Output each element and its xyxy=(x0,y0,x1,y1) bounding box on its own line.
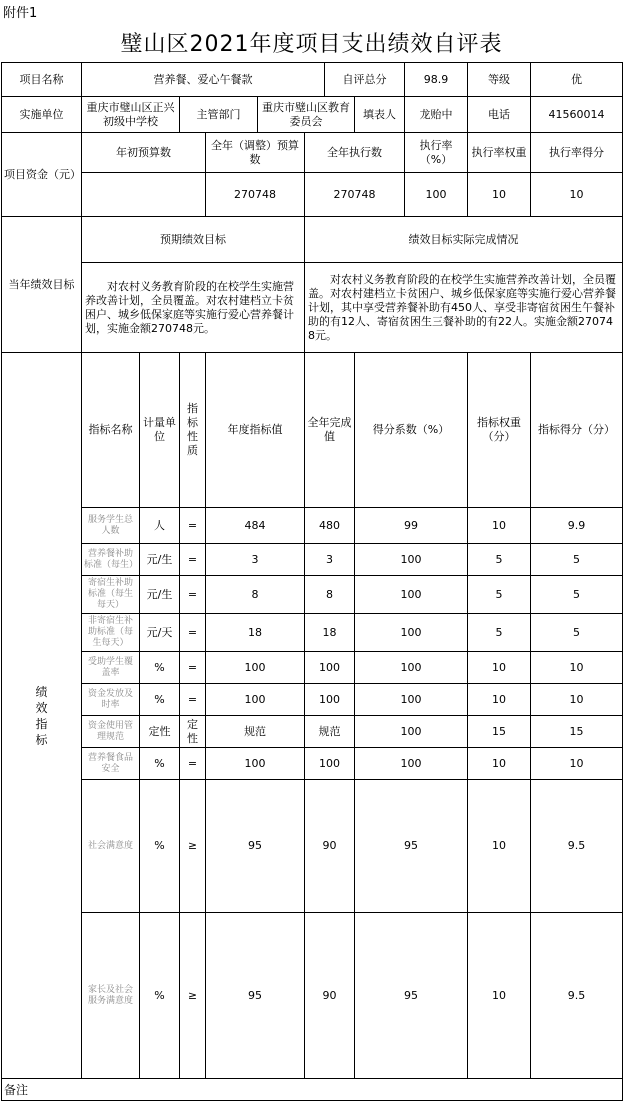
indicator-weight: 5 xyxy=(468,544,531,576)
indicator-name: 受助学生覆盖率 xyxy=(82,652,140,684)
indicator-coef: 95 xyxy=(355,780,468,913)
total-score-label: 自评总分 xyxy=(325,63,405,97)
indicator-target: 95 xyxy=(206,913,305,1079)
indicator-header: 全年完成值 xyxy=(305,353,355,508)
indicator-coef: 100 xyxy=(355,748,468,780)
indicator-name: 家长及社会服务满意度 xyxy=(82,913,140,1079)
phone-label: 电话 xyxy=(468,97,531,133)
total-score-value: 98.9 xyxy=(405,63,468,97)
indicator-unit: % xyxy=(140,652,180,684)
indicator-nature: = xyxy=(180,748,206,780)
indicator-header: 计量单位 xyxy=(140,353,180,508)
indicator-coef: 100 xyxy=(355,652,468,684)
indicator-row xyxy=(2,652,623,684)
indicator-actual: 90 xyxy=(305,913,355,1079)
indicator-name: 资金使用管理规范 xyxy=(82,716,140,748)
indicator-weight: 5 xyxy=(468,576,531,614)
indicator-actual: 3 xyxy=(305,544,355,576)
indicator-coef: 100 xyxy=(355,614,468,652)
indicator-coef: 100 xyxy=(355,544,468,576)
indicator-row xyxy=(2,913,623,1079)
indicator-weight: 10 xyxy=(468,684,531,716)
indicator-name: 资金发放及时率 xyxy=(82,684,140,716)
indicator-target: 100 xyxy=(206,652,305,684)
indicator-name: 服务学生总人数 xyxy=(82,508,140,544)
funds-header: 年初预算数 xyxy=(82,133,206,173)
indicator-actual: 480 xyxy=(305,508,355,544)
indicator-coef: 99 xyxy=(355,508,468,544)
remarks-row xyxy=(2,1079,623,1101)
table-row xyxy=(2,63,623,97)
actual-goal-label: 绩效目标实际完成情况 xyxy=(305,217,623,263)
indicator-score: 5 xyxy=(531,614,623,652)
remarks-label: 备注 xyxy=(2,1079,623,1101)
indicator-weight: 10 xyxy=(468,780,531,913)
indicator-weight: 15 xyxy=(468,716,531,748)
indicator-coef: 100 xyxy=(355,684,468,716)
indicator-row xyxy=(2,614,623,652)
indicator-unit: 定性 xyxy=(140,716,180,748)
indicator-unit: % xyxy=(140,748,180,780)
indicator-name: 营养餐补助标准（每生） xyxy=(82,544,140,576)
indicator-nature: ≥ xyxy=(180,913,206,1079)
indicator-nature: = xyxy=(180,652,206,684)
indicator-actual: 100 xyxy=(305,748,355,780)
indicator-nature: = xyxy=(180,684,206,716)
indicator-coef: 95 xyxy=(355,913,468,1079)
filler-value: 龙贻中 xyxy=(405,97,468,133)
table-row xyxy=(2,263,623,353)
indicator-weight: 10 xyxy=(468,913,531,1079)
indicator-target: 8 xyxy=(206,576,305,614)
indicator-unit: 元/生 xyxy=(140,576,180,614)
indicator-name: 社会满意度 xyxy=(82,780,140,913)
funds-value: 100 xyxy=(405,173,468,217)
indicator-coef: 100 xyxy=(355,576,468,614)
indicator-score: 10 xyxy=(531,684,623,716)
evaluation-table xyxy=(1,62,623,1101)
indicator-row xyxy=(2,780,623,913)
funds-header: 全年执行数 xyxy=(305,133,405,173)
dept-label: 主管部门 xyxy=(180,97,258,133)
indicator-actual: 规范 xyxy=(305,716,355,748)
indicator-target: 3 xyxy=(206,544,305,576)
indicator-actual: 8 xyxy=(305,576,355,614)
indicator-nature: = xyxy=(180,576,206,614)
funds-value: 270748 xyxy=(206,173,305,217)
indicator-row xyxy=(2,508,623,544)
indicator-unit: 人 xyxy=(140,508,180,544)
funds-header: 执行率（%） xyxy=(405,133,468,173)
indicators-label-text: 绩 效 指 标 xyxy=(35,684,48,747)
indicator-header: 指标得分（分） xyxy=(531,353,623,508)
indicator-unit: % xyxy=(140,913,180,1079)
indicator-score: 5 xyxy=(531,544,623,576)
indicator-score: 9.5 xyxy=(531,913,623,1079)
funds-header: 全年（调整）预算数 xyxy=(206,133,305,173)
indicator-weight: 10 xyxy=(468,508,531,544)
actual-goal-text: 对农村义务教育阶段的在校学生实施营养改善计划，全员覆盖。对农村建档立卡贫困户、城乡低保家庭等实施行爱心营养餐计划，其中享受营养餐补助有450人、享受非寄宿贫困生午餐补助的有12人、寄宿贫困生三餐补助的有22人。实施金额270748元。 xyxy=(305,263,623,353)
project-name-value: 营养餐、爱心午餐款 xyxy=(82,63,325,97)
indicator-unit: 元/天 xyxy=(140,614,180,652)
table-row xyxy=(2,353,623,508)
indicator-header: 年度指标值 xyxy=(206,353,305,508)
indicator-header: 指标权重（分） xyxy=(468,353,531,508)
unit-label: 实施单位 xyxy=(2,97,82,133)
indicator-name: 营养餐食品安全 xyxy=(82,748,140,780)
indicator-name: 非寄宿生补助标准（每生每天） xyxy=(82,614,140,652)
funds-label: 项目资金（元） xyxy=(2,133,82,217)
table-row xyxy=(2,97,623,133)
indicator-target: 95 xyxy=(206,780,305,913)
indicators-label xyxy=(2,353,82,1079)
indicator-header: 指标名称 xyxy=(82,353,140,508)
funds-header: 执行率得分 xyxy=(531,133,623,173)
indicator-weight: 10 xyxy=(468,652,531,684)
indicator-nature: ≥ xyxy=(180,780,206,913)
unit-value: 重庆市璧山区正兴初级中学校 xyxy=(82,97,180,133)
funds-header: 执行率权重 xyxy=(468,133,531,173)
indicator-header: 指标性质 xyxy=(180,353,206,508)
indicator-row xyxy=(2,576,623,614)
indicator-target: 规范 xyxy=(206,716,305,748)
indicator-score: 9.9 xyxy=(531,508,623,544)
expected-goal-text: 对农村义务教育阶段的在校学生实施营养改善计划，全员覆盖。对农村建档立卡贫困户、城乡低保家庭等实施行爱心营养餐计划，实施金额270748元。 xyxy=(82,263,305,353)
indicator-row xyxy=(2,748,623,780)
goals-label: 当年绩效目标 xyxy=(2,217,82,353)
indicator-actual: 100 xyxy=(305,652,355,684)
indicator-nature: = xyxy=(180,508,206,544)
indicator-unit: 元/生 xyxy=(140,544,180,576)
indicator-name: 寄宿生补助标准（每生每天） xyxy=(82,576,140,614)
indicator-header: 得分系数（%） xyxy=(355,353,468,508)
grade-value: 优 xyxy=(531,63,623,97)
indicator-row xyxy=(2,544,623,576)
indicator-score: 10 xyxy=(531,652,623,684)
indicator-weight: 5 xyxy=(468,614,531,652)
table-row xyxy=(2,133,623,173)
project-name-label: 项目名称 xyxy=(2,63,82,97)
indicator-row xyxy=(2,684,623,716)
indicator-target: 18 xyxy=(206,614,305,652)
funds-value: 10 xyxy=(531,173,623,217)
attachment-label: 附件1 xyxy=(3,6,38,21)
indicator-coef: 100 xyxy=(355,716,468,748)
indicator-unit: % xyxy=(140,684,180,716)
indicator-unit: % xyxy=(140,780,180,913)
filler-label: 填表人 xyxy=(355,97,405,133)
indicator-nature: = xyxy=(180,544,206,576)
indicator-nature: = xyxy=(180,614,206,652)
funds-value: 10 xyxy=(468,173,531,217)
indicator-score: 15 xyxy=(531,716,623,748)
indicator-actual: 18 xyxy=(305,614,355,652)
indicator-target: 100 xyxy=(206,684,305,716)
indicator-score: 10 xyxy=(531,748,623,780)
indicator-score: 9.5 xyxy=(531,780,623,913)
indicator-target: 484 xyxy=(206,508,305,544)
dept-value: 重庆市璧山区教育委员会 xyxy=(258,97,355,133)
indicator-row xyxy=(2,716,623,748)
expected-goal-label: 预期绩效目标 xyxy=(82,217,305,263)
table-row xyxy=(2,173,623,217)
funds-value xyxy=(82,173,206,217)
indicator-weight: 10 xyxy=(468,748,531,780)
phone-value: 41560014 xyxy=(531,97,623,133)
indicator-score: 5 xyxy=(531,576,623,614)
indicator-nature: 定性 xyxy=(180,716,206,748)
funds-value: 270748 xyxy=(305,173,405,217)
page-title: 璧山区2021年度项目支出绩效自评表 xyxy=(120,32,503,57)
indicator-actual: 100 xyxy=(305,684,355,716)
grade-label: 等级 xyxy=(468,63,531,97)
table-row xyxy=(2,217,623,263)
indicator-target: 100 xyxy=(206,748,305,780)
indicator-actual: 90 xyxy=(305,780,355,913)
